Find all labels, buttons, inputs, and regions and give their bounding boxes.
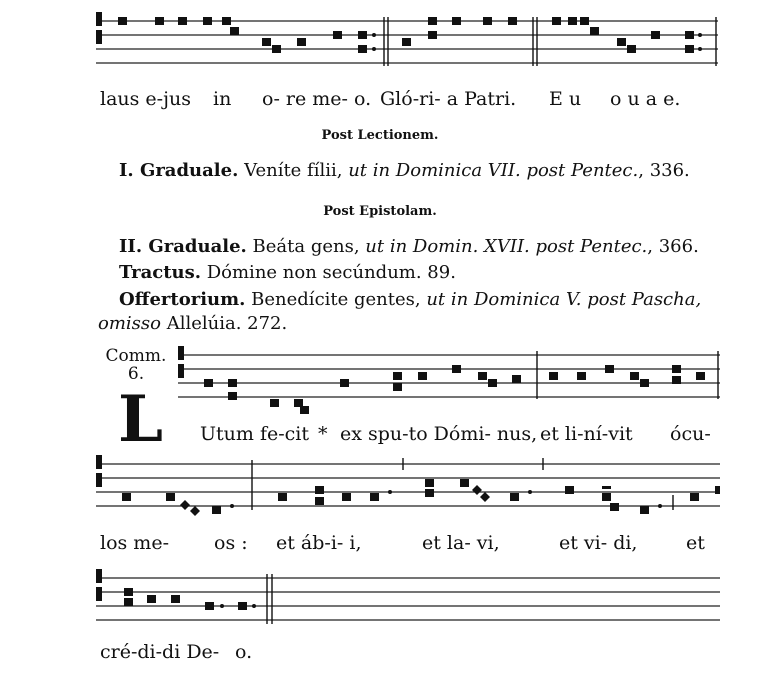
tractus-line <box>119 262 456 283</box>
top-lyric-6: o u a e. <box>610 88 681 110</box>
lyric-1-asterisk: * <box>318 423 328 445</box>
lyric-1-b: ex spu-to Dómi- nus, <box>340 423 538 445</box>
lyric-2-d: et la- vi, <box>422 532 500 554</box>
top-lyric-3: o- re me- o. <box>262 88 372 110</box>
graduale-2-tail: , 366. <box>647 236 699 257</box>
graduale-2-italic: ut in Domin. XVII. post Pentec. <box>365 236 648 257</box>
lyric-2-a: los me- <box>100 532 169 554</box>
top-lyric-5: E u <box>549 88 582 110</box>
offertorium-italic: ut in Dominica V. post Pascha, <box>426 289 702 310</box>
communion-number: 6. <box>127 364 145 384</box>
c-clef-icon <box>96 455 102 487</box>
c-clef-icon <box>178 346 184 378</box>
offertorium-text: Benedícite gentes, <box>245 289 427 310</box>
rubric-post-lectionem: Post Lectionem. <box>321 128 439 143</box>
offertorium-cont-text: Allelúia. 272. <box>160 313 288 334</box>
lyric-1-a: Utum fe-cit <box>200 423 309 445</box>
lyric-1-c: et li-ní-vit <box>540 423 633 445</box>
graduale-1-label: I. Graduale. <box>119 160 239 181</box>
lyric-2-f: et <box>686 532 705 554</box>
c-clef-icon <box>96 12 102 44</box>
top-lyric-2: in <box>213 88 232 110</box>
offertorium-cont-line <box>98 313 287 334</box>
graduale-2-text: Beáta gens, <box>246 236 366 257</box>
graduale-1-line <box>119 160 690 181</box>
lyric-2-c: et áb-i- i, <box>276 532 362 554</box>
communion-heading <box>104 347 168 383</box>
top-lyric-4: Gló-ri- a Patri. <box>380 88 517 110</box>
graduale-1-text: Veníte fílii, <box>238 160 349 181</box>
offertorium-label: Offertorium. <box>119 289 246 310</box>
offertorium-line <box>119 289 701 310</box>
lyric-2-b: os : <box>214 532 248 554</box>
lyric-2-e: et vi- di, <box>559 532 638 554</box>
top-lyric-1: laus e-jus <box>100 88 191 110</box>
initial-letter: L <box>118 382 163 457</box>
graduale-2-line <box>119 236 699 257</box>
graduale-1-tail: , 336. <box>638 160 690 181</box>
c-clef-icon <box>96 569 102 601</box>
lyric-3-a: cré-di-di De- <box>100 641 220 663</box>
offertorium-cont-italic: omisso <box>98 313 161 334</box>
lyric-3-b: o. <box>235 641 253 663</box>
rubric-post-epistolam: Post Epistolam. <box>323 204 437 219</box>
graduale-2-label: II. Graduale. <box>119 236 247 257</box>
communion-label: Comm. <box>105 346 167 366</box>
tractus-text: Dómine non secúndum. 89. <box>201 262 456 283</box>
lyric-1-d: ócu- <box>670 423 711 445</box>
graduale-1-italic: ut in Dominica VII. post Pentec. <box>348 160 639 181</box>
staff-1 <box>0 0 760 80</box>
tractus-label: Tractus. <box>119 262 201 283</box>
